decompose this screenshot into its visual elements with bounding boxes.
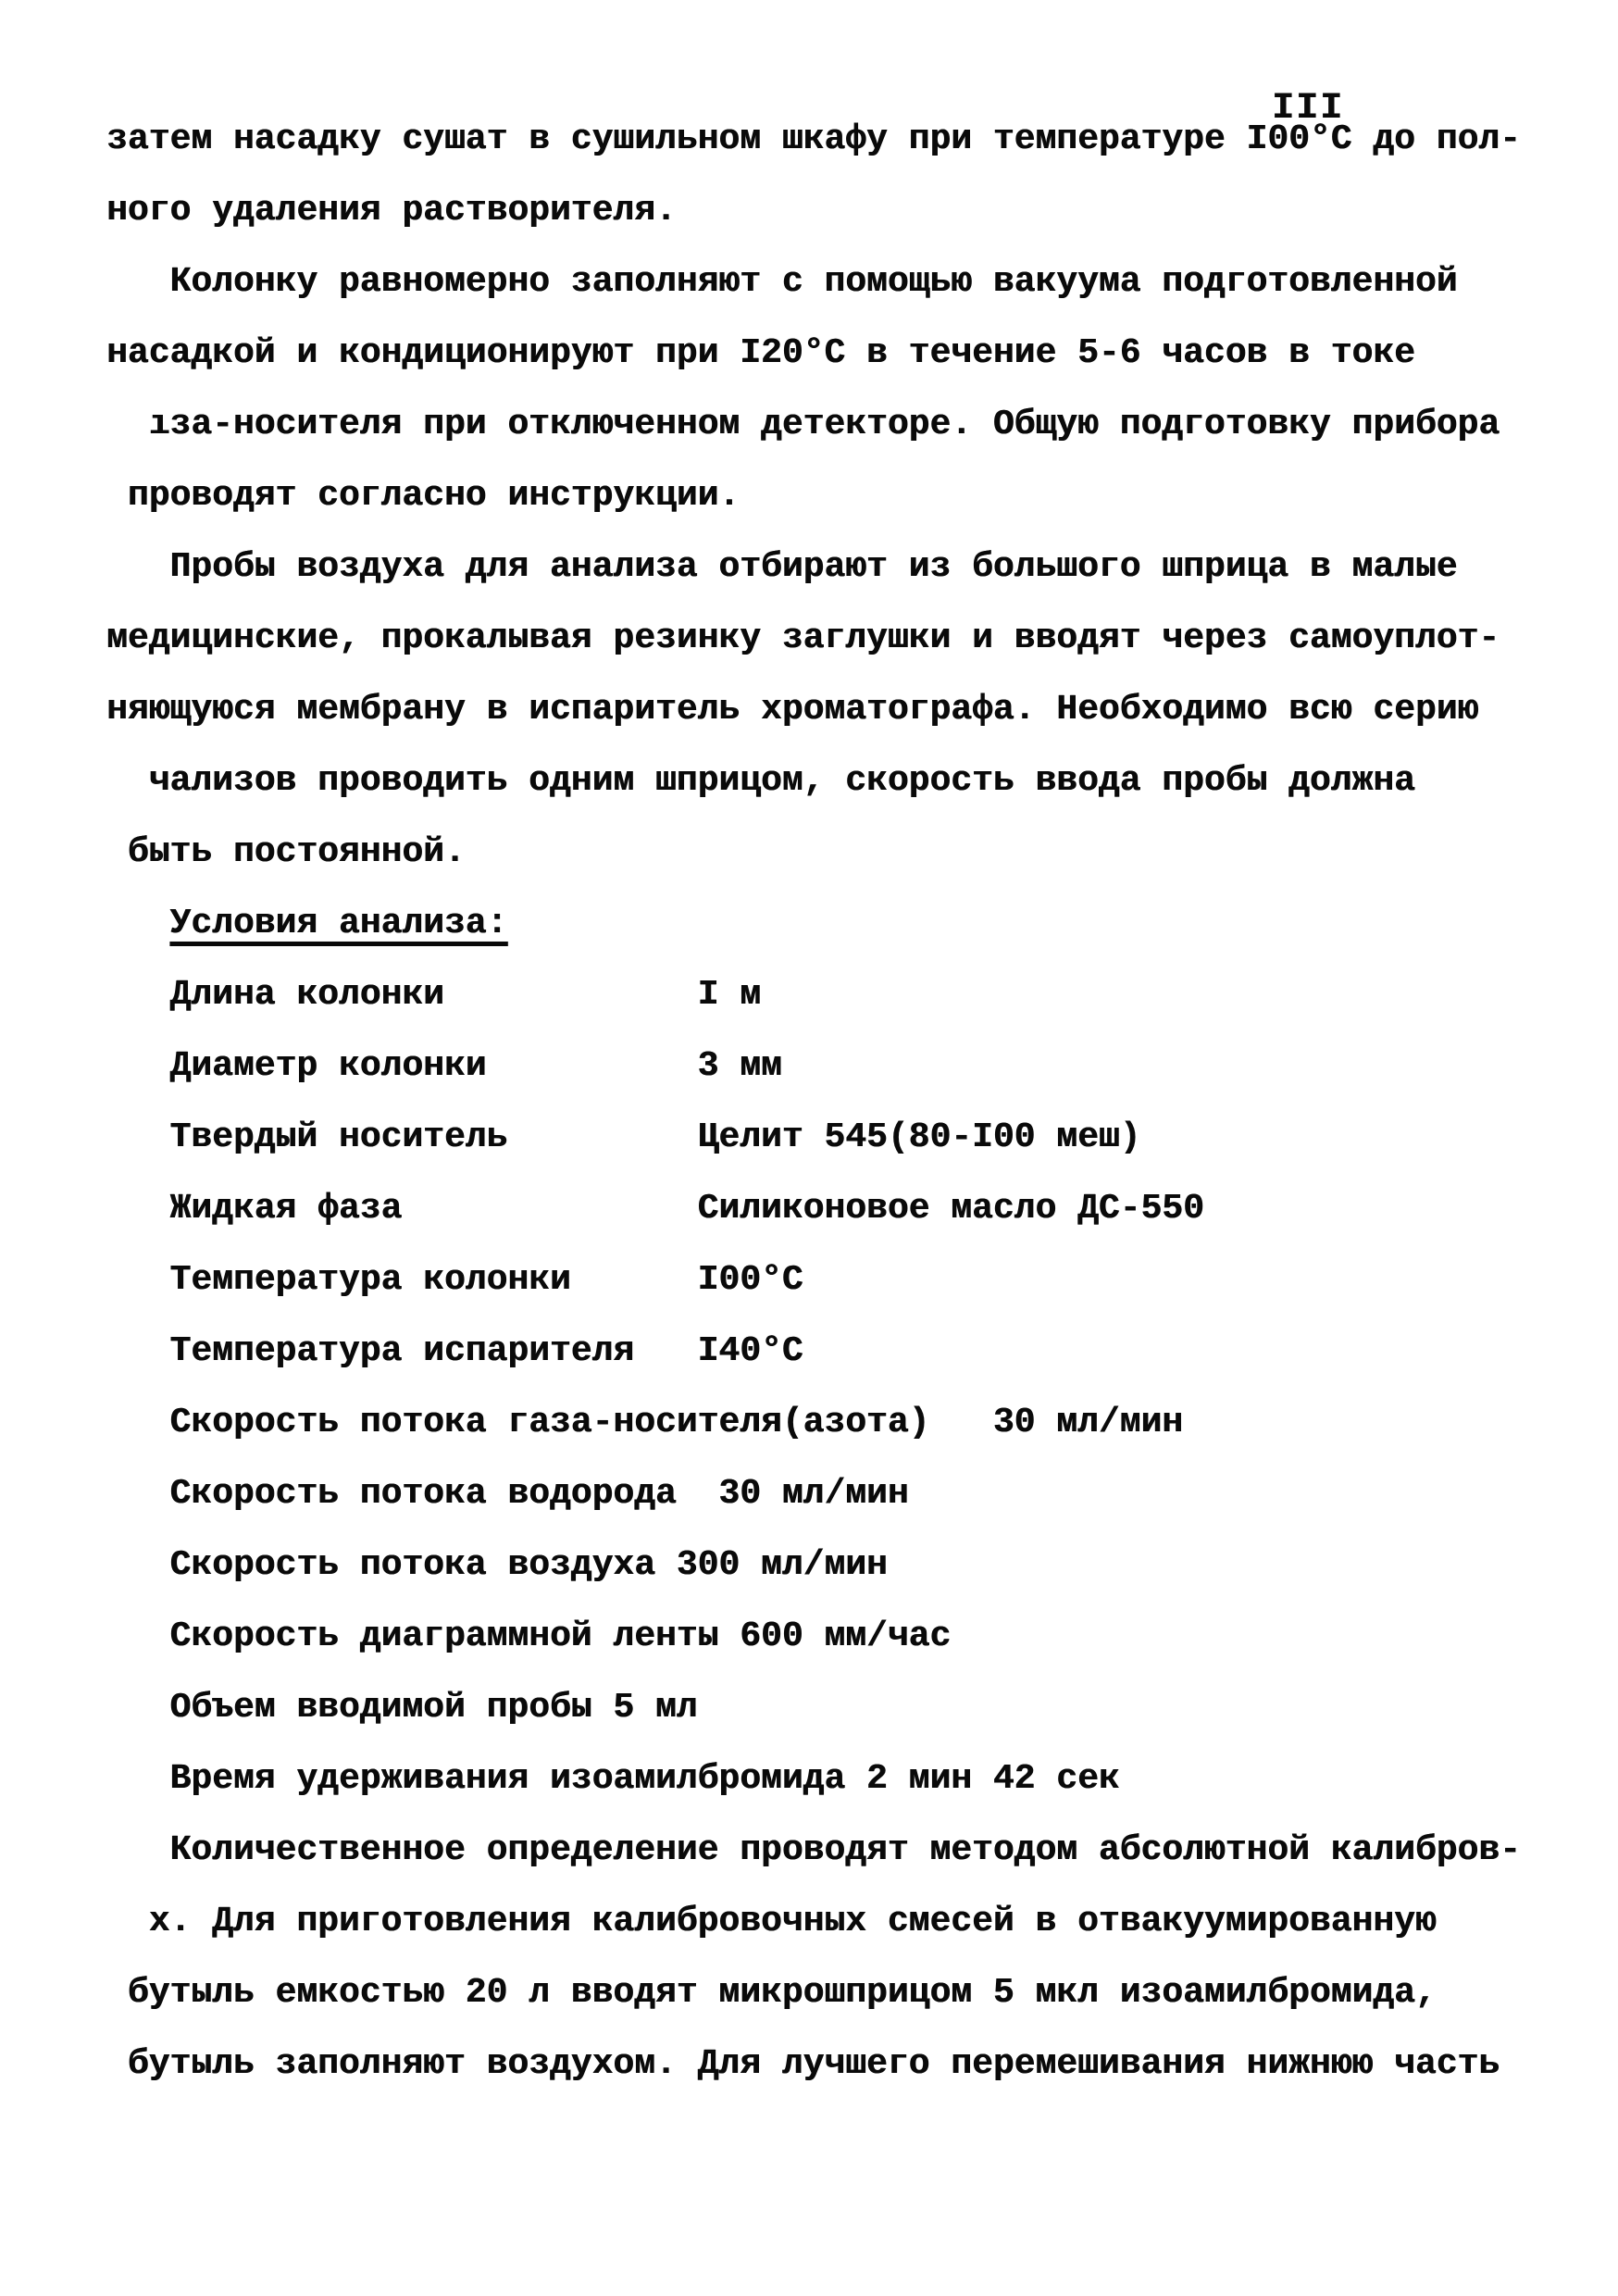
text-line: проводят согласно инструкции.	[127, 476, 741, 516]
text-line: медицинские, прокалывая резинку заглушки и вводят через самоуплот-	[106, 618, 1500, 658]
text-line: быть постоянной.	[127, 832, 466, 872]
text-line: няющуюся мембрану в испаритель хроматографа. Необходимо всю серию	[106, 690, 1479, 730]
text-line: бутыль емкостью 20 л вводят микрошприцом 5 мкл изоамилбромида,	[127, 1973, 1437, 2013]
text-line: Температура испарителя I40°С	[169, 1331, 803, 1371]
text-line: Время удерживания изоамилбромида 2 мин 42 сек	[169, 1759, 1120, 1799]
text-line: Пробы воздуха для анализа отбирают из большого шприца в малые	[169, 547, 1458, 587]
text-line: Скорость потока водорода 30 мл/мин	[169, 1474, 909, 1514]
text-line: Жидкая фаза Силиконовое масло ДС-550	[169, 1189, 1204, 1229]
document-body	[106, 104, 1587, 2100]
text-line: бутыль заполняют воздухом. Для лучшего перемешивания нижнюю часть	[127, 2044, 1500, 2084]
text-line: чализов проводить одним шприцом, скорость ввода пробы должна	[148, 761, 1415, 801]
text-line: Твердый носитель Целит 545(80-I00 меш)	[169, 1117, 1141, 1157]
text-line: Длина колонки I м	[169, 975, 761, 1015]
text-line: Колонку равномерно заполняют с помощью вакуума подготовленной	[169, 262, 1458, 302]
text-line: Скорость потока газа-носителя(азота) 30 мл/мин	[169, 1403, 1183, 1442]
text-line: Температура колонки I00°С	[169, 1260, 803, 1300]
section-heading: Условия анализа:	[169, 904, 508, 943]
text-line: затем насадку сушат в сушильном шкафу при температуре I00°С до пол-	[106, 119, 1521, 159]
page-number: III	[1272, 88, 1345, 130]
text-line: ного удаления растворителя.	[106, 191, 677, 231]
text-line: Скорость потока воздуха 300 мл/мин	[169, 1545, 888, 1585]
text-line: Диаметр колонки 3 мм	[169, 1046, 782, 1086]
text-line: насадкой и кондиционируют при I20°С в течение 5-6 часов в токе	[106, 333, 1415, 373]
text-line: Объем вводимой пробы 5 мл	[169, 1688, 698, 1728]
text-line: ıза-носителя при отключенном детекторе. Общую подготовку прибора	[148, 405, 1500, 444]
text-line: х. Для приготовления калибровочных смесей в отвакуумированную	[148, 1902, 1437, 1941]
text-line: Количественное определение проводят методом абсолютной калибров-	[169, 1830, 1521, 1870]
text-line: Скорость диаграммной ленты 600 мм/час	[169, 1616, 952, 1656]
